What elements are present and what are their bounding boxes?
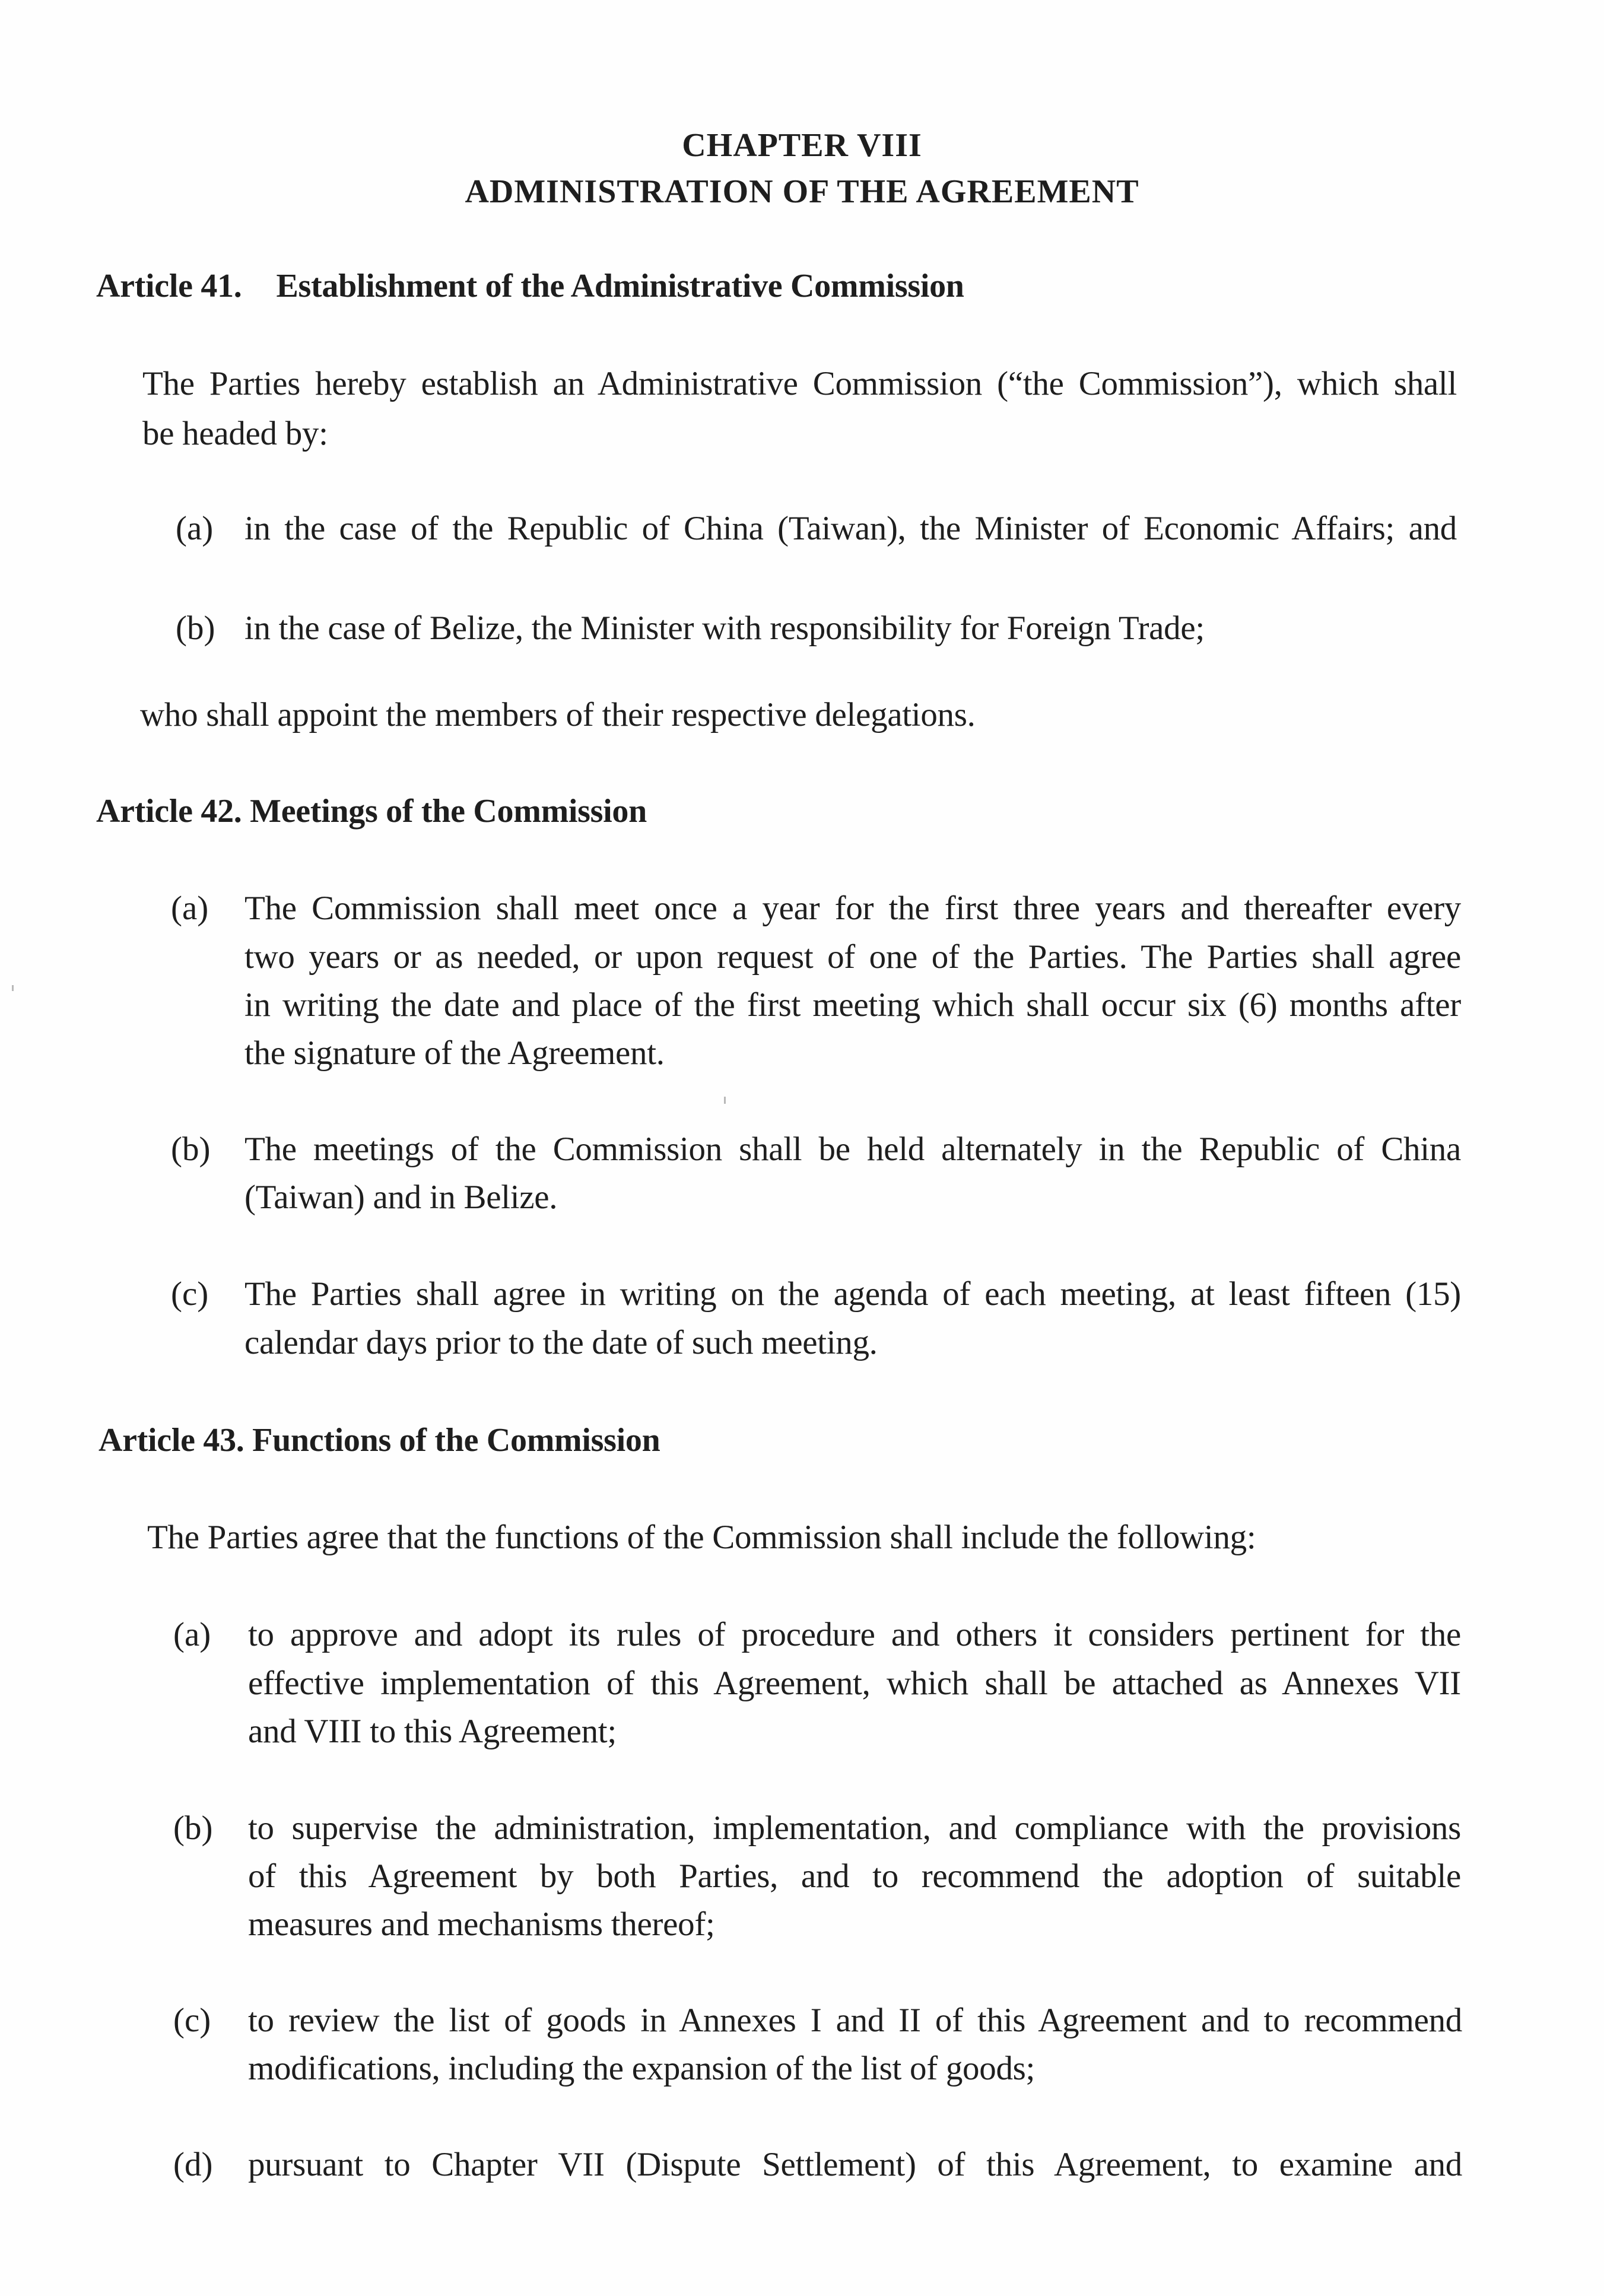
article-43-intro: The Parties agree that the functions of the Commission shall include the following: bbox=[147, 1519, 1256, 1556]
article-41-number: Article 41. bbox=[96, 268, 242, 304]
article-43-item-b-line-3: measures and mechanisms thereof; bbox=[248, 1906, 715, 1943]
article-42-item-a-line-1: The Commission shall meet once a year for the first three years and thereafter every bbox=[244, 890, 1461, 927]
article-43-item-a-label: (a) bbox=[173, 1616, 211, 1653]
article-41-item-a-text: in the case of the Republic of China (Taiwan), the Minister of Economic Affairs; and bbox=[244, 510, 1457, 547]
article-43-item-a-line-3: and VIII to this Agreement; bbox=[248, 1713, 617, 1750]
article-43-item-c-label: (c) bbox=[173, 2002, 211, 2039]
article-41-item-a-label: (a) bbox=[176, 510, 214, 547]
scan-speck bbox=[724, 1097, 726, 1104]
article-43-item-d-label: (d) bbox=[173, 2146, 213, 2183]
article-41-heading bbox=[96, 265, 964, 307]
article-42-item-a-label: (a) bbox=[171, 890, 209, 927]
article-41-item-b-text: in the case of Belize, the Minister with responsibility for Foreign Trade; bbox=[244, 609, 1205, 647]
scan-speck bbox=[12, 985, 14, 991]
article-42-item-c-label: (c) bbox=[171, 1275, 209, 1313]
article-42-item-b-line-1: The meetings of the Commission shall be held alternately in the Republic of China bbox=[244, 1130, 1461, 1168]
article-41-intro-line-1: The Parties hereby establish an Administrative Commission (“the Commission”), which shall bbox=[142, 365, 1457, 402]
article-43-item-a-line-2: effective implementation of this Agreement, which shall be attached as Annexes VII bbox=[248, 1665, 1461, 1702]
article-43-item-b-label: (b) bbox=[173, 1809, 213, 1847]
chapter-title: ADMINISTRATION OF THE AGREEMENT bbox=[465, 173, 1139, 210]
article-42-item-c-line-1: The Parties shall agree in writing on the agenda of each meeting, at least fifteen (15) bbox=[244, 1275, 1461, 1313]
article-43-item-b-line-2: of this Agreement by both Parties, and to recommend the adoption of suitable bbox=[248, 1857, 1461, 1895]
article-43-item-c-line-2: modifications, including the expansion of the list of goods; bbox=[248, 2050, 1036, 2087]
article-42-heading: Article 42. Meetings of the Commission bbox=[96, 793, 647, 830]
article-43-item-d-line-1: pursuant to Chapter VII (Dispute Settlement) of this Agreement, to examine and bbox=[248, 2146, 1462, 2183]
article-42-item-a-line-4: the signature of the Agreement. bbox=[244, 1034, 665, 1072]
chapter-number: CHAPTER VIII bbox=[682, 127, 922, 164]
article-42-item-a-line-2: two years or as needed, or upon request of one of the Parties. The Parties shall agree bbox=[244, 938, 1461, 976]
article-41-item-b-label: (b) bbox=[176, 609, 215, 647]
article-42-item-b-line-2: (Taiwan) and in Belize. bbox=[244, 1179, 558, 1216]
article-43-item-b-line-1: to supervise the administration, implementation, and compliance with the provisions bbox=[248, 1809, 1461, 1847]
article-42-item-a-line-3: in writing the date and place of the first meeting which shall occur six (6) months after bbox=[244, 986, 1461, 1024]
article-41-title: Establishment of the Administrative Commission bbox=[276, 268, 964, 304]
article-42-item-c-line-2: calendar days prior to the date of such meeting. bbox=[244, 1324, 878, 1361]
article-41-closing: who shall appoint the members of their respective delegations. bbox=[140, 696, 976, 733]
article-42-item-b-label: (b) bbox=[171, 1130, 211, 1168]
article-43-item-a-line-1: to approve and adopt its rules of procedure and others it considers pertinent for the bbox=[248, 1616, 1461, 1653]
article-43-heading: Article 43. Functions of the Commission bbox=[99, 1422, 660, 1459]
article-41-intro-line-2: be headed by: bbox=[142, 415, 328, 452]
article-43-item-c-line-1: to review the list of goods in Annexes I and II of this Agreement and to recommend bbox=[248, 2002, 1462, 2039]
